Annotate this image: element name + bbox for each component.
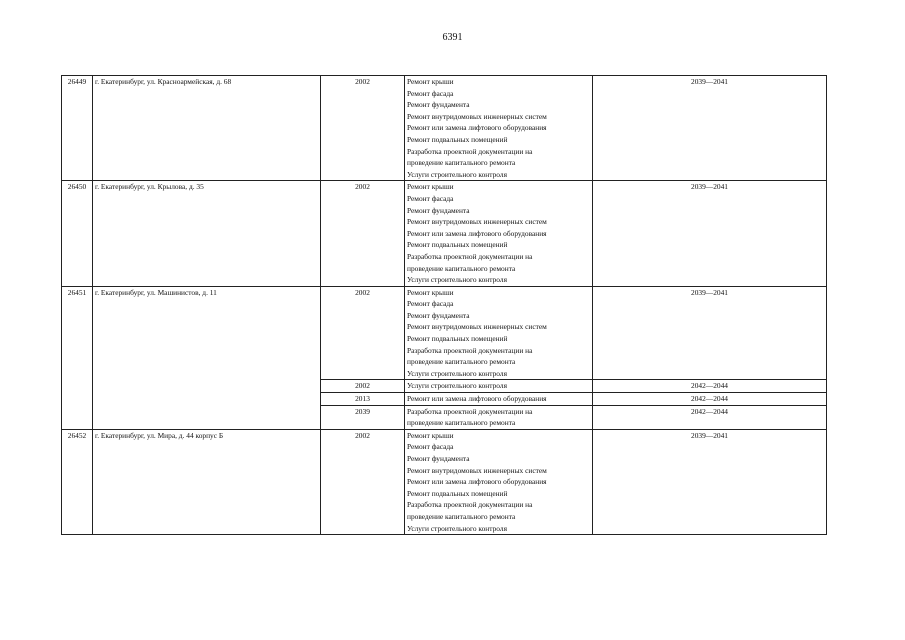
year-cell: 2002 — [321, 76, 405, 181]
table-row — [62, 286, 827, 380]
work-item: Ремонт или замена лифтового оборудования — [407, 477, 547, 487]
works-cell — [405, 429, 593, 534]
page-number: 6391 — [442, 32, 463, 43]
house-id-cell: 26450 — [62, 181, 93, 286]
work-item: Ремонт крыши — [407, 430, 454, 440]
work-item: Ремонт фасада — [407, 299, 454, 309]
year-cell: 2002 — [321, 429, 405, 534]
work-item: Услуги строительного контроля — [407, 169, 507, 179]
work-item: Ремонт крыши — [407, 77, 454, 86]
work-item: Ремонт крыши — [407, 287, 454, 297]
work-item: Ремонт фасада — [407, 442, 454, 452]
works-cell — [405, 380, 593, 393]
work-item: Ремонт фасада — [407, 88, 454, 98]
work-item: Ремонт внутридомовых инженерных систем — [407, 111, 547, 121]
work-item: Ремонт подвальных помещений — [407, 240, 508, 250]
work-item: Услуги строительного контроля — [407, 368, 507, 378]
work-item: Ремонт фасада — [407, 193, 454, 203]
house-id-cell: 26452 — [62, 429, 93, 534]
work-item: Ремонт подвальных помещений — [407, 334, 508, 344]
work-item: Услуги строительного контроля — [407, 523, 507, 533]
works-cell — [405, 181, 593, 286]
capital-repair-table — [61, 75, 827, 535]
period-cell: 2039—2041 — [593, 76, 827, 181]
table-row — [62, 429, 827, 534]
work-item: Ремонт фундамента — [407, 454, 470, 463]
works-cell — [405, 76, 593, 181]
work-item: Ремонт или замена лифтового оборудования — [407, 228, 547, 238]
work-item: Ремонт фундамента — [407, 100, 470, 110]
address-cell: г. Екатеринбург, ул. Красноармейская, д. 68 — [93, 76, 321, 181]
work-item: проведение капитального ремонта — [407, 263, 516, 273]
address-cell: г. Екатеринбург, ул. Машинистов, д. 11 — [93, 286, 321, 429]
work-item: проведение капитального ремонта — [407, 418, 516, 428]
year-cell: 2002 — [321, 181, 405, 286]
work-item: Ремонт фундамента — [407, 205, 470, 215]
house-id-cell: 26451 — [62, 286, 93, 429]
house-id-cell: 26449 — [62, 76, 93, 181]
work-item: Ремонт подвальных помещений — [407, 488, 508, 498]
year-cell: 2039 — [321, 405, 405, 429]
work-item: Разработка проектной документации на — [407, 500, 533, 510]
period-cell: 2039—2041 — [593, 181, 827, 286]
work-item: Ремонт внутридомовых инженерных систем — [407, 322, 547, 332]
work-item: Ремонт внутридомовых инженерных систем — [407, 217, 547, 227]
work-item: Ремонт или замена лифтового оборудования — [407, 394, 547, 404]
address-cell: г. Екатеринбург, ул. Крылова, д. 35 — [93, 181, 321, 286]
table-row — [62, 181, 827, 286]
work-item: Ремонт крыши — [407, 182, 454, 192]
works-cell — [405, 405, 593, 429]
period-cell: 2042—2044 — [593, 393, 827, 406]
work-item: Ремонт или замена лифтового оборудования — [407, 123, 547, 133]
period-cell: 2039—2041 — [593, 286, 827, 380]
period-cell: 2042—2044 — [593, 405, 827, 429]
work-item: Разработка проектной документации на — [407, 251, 533, 261]
table-row — [62, 76, 827, 181]
work-item: Разработка проектной документации на — [407, 345, 533, 355]
work-item: Услуги строительного контроля — [407, 275, 507, 285]
works-cell — [405, 393, 593, 406]
period-cell: 2042—2044 — [593, 380, 827, 393]
work-item: Ремонт внутридомовых инженерных систем — [407, 465, 547, 475]
work-item: Разработка проектной документации на — [407, 146, 533, 156]
work-item: Услуги строительного контроля — [407, 381, 507, 391]
year-cell: 2013 — [321, 393, 405, 406]
work-item: Ремонт подвальных помещений — [407, 134, 508, 144]
works-cell — [405, 286, 593, 380]
year-cell: 2002 — [321, 380, 405, 393]
work-item: проведение капитального ремонта — [407, 357, 516, 367]
work-item: Разработка проектной документации на — [407, 406, 533, 416]
work-item: Ремонт фундамента — [407, 310, 470, 320]
table-body — [62, 76, 827, 535]
work-item: проведение капитального ремонта — [407, 158, 516, 168]
address-cell: г. Екатеринбург, ул. Мира, д. 44 корпус Б — [93, 429, 321, 534]
year-cell: 2002 — [321, 286, 405, 380]
period-cell: 2039—2041 — [593, 429, 827, 534]
work-item: проведение капитального ремонта — [407, 511, 516, 521]
